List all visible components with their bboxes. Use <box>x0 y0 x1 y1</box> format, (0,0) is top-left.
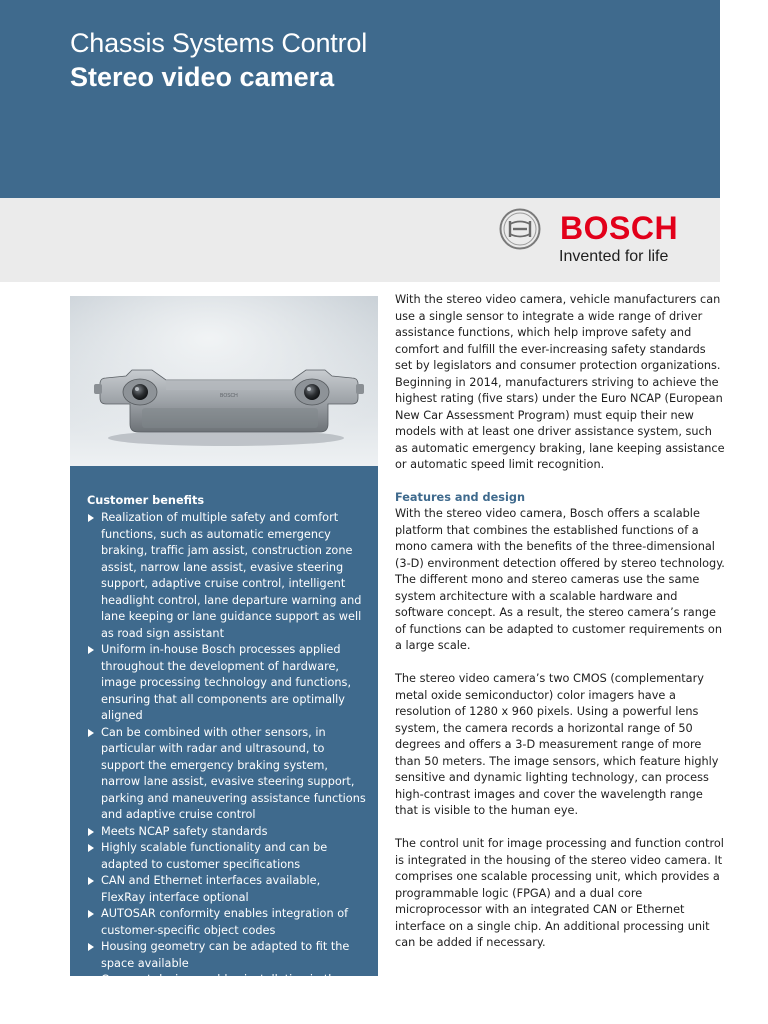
customer-benefits-panel <box>70 466 378 1019</box>
main-text-column <box>395 292 725 952</box>
list-item: Can be combined with other sensors, in particular with radar and ultrasound, to support the emergency braking system, narrow lane assist, evasive steering support, parking and maneuvering assistance functions and adaptive cruise control <box>87 725 368 824</box>
brand-name: BOSCH <box>560 210 679 246</box>
customer-benefits-list <box>87 510 368 1022</box>
features-paragraph-1: With the stereo video camera, Bosch offers a scalable platform that combines the established functions of a mono camera with the benefits of the three-dimensional (3-D) environment detection offered by stereo technology. The different mono and stereo cameras use the same system architecture with a scalable hardware and software concept. As a result, the stereo camera’s range of functions can be adapted to customer requirements on a large scale. <box>395 507 725 652</box>
stereo-video-camera-photo <box>70 296 378 466</box>
list-item: Highly scalable functionality and can be adapted to customer specifications <box>87 840 368 873</box>
customer-benefits-heading: Customer benefits <box>87 494 205 507</box>
list-item: CAN and Ethernet interfaces available, FlexRay interface optional <box>87 873 368 906</box>
list-item: Compact design enables installation in the crash-protected area of the interior rear-view mirror, with minimal reduction in visibility <box>87 972 368 1022</box>
intro-paragraph: With the stereo video camera, vehicle manufacturers can use a single sensor to integrate a wide range of driver assistance functions, which help improve safety and comfort and fulfill the ever-increasing safety standards set by legislators and consumer protection organizations. Beginning in 2014, manufacturers striving to achieve the highest rating (five stars) under the Euro NCAP (European New Car Assessment Program) must equip their new models with at least one driver assistance system, such as automatic emergency braking, lane keeping assistance or automatic speed limit recognition. <box>395 293 725 471</box>
list-item: Meets NCAP safety standards <box>87 824 368 841</box>
features-paragraph-2: The stereo video camera’s two CMOS (complementary metal oxide semiconductor) color imagers have a resolution of 1280 x 960 pixels. Using a powerful lens system, the camera records a horizontal range of 50 degrees and offers a 3-D measurement range of more than 50 meters. The image sensors, which feature highly sensitive and dynamic lighting technology, can process high-contrast images and cover the wavelength range that is visible to the human eye. <box>395 672 719 817</box>
features-paragraph-3: The control unit for image processing and function control is integrated in the housing of the stereo video camera. It comprises one scalable processing unit, which provides a programmable logic (FPGA) and a dual core microprocessor with an integrated CAN or Ethernet interface on a single chip. An additional processing unit can be added if necessary. <box>395 837 724 949</box>
header-band <box>0 0 720 198</box>
list-item: Realization of multiple safety and comfort functions, such as automatic emergency braking, traffic jam assist, construction zone assist, narrow lane assist, evasive steering support, adaptive cruise control, intelligent headlight control, lane departure warning and lane keeping or lane guidance support as well as road sign assistant <box>87 510 368 642</box>
brand-tagline: Invented for life <box>559 248 669 265</box>
svg-text:BOSCH: BOSCH <box>220 393 238 399</box>
list-item: AUTOSAR conformity enables integration of customer-specific object codes <box>87 906 368 939</box>
bosch-armature-logo-icon <box>499 208 541 250</box>
page-subtitle: Stereo video camera <box>70 62 335 92</box>
list-item: Housing geometry can be adapted to fit the space available <box>87 939 368 972</box>
page-title: Chassis Systems Control <box>70 28 367 58</box>
list-item: Uniform in-house Bosch processes applied throughout the development of hardware, image processing technology and functions, ensuring that all components are optimally aligned <box>87 642 368 725</box>
features-heading: Features and design <box>395 490 526 504</box>
